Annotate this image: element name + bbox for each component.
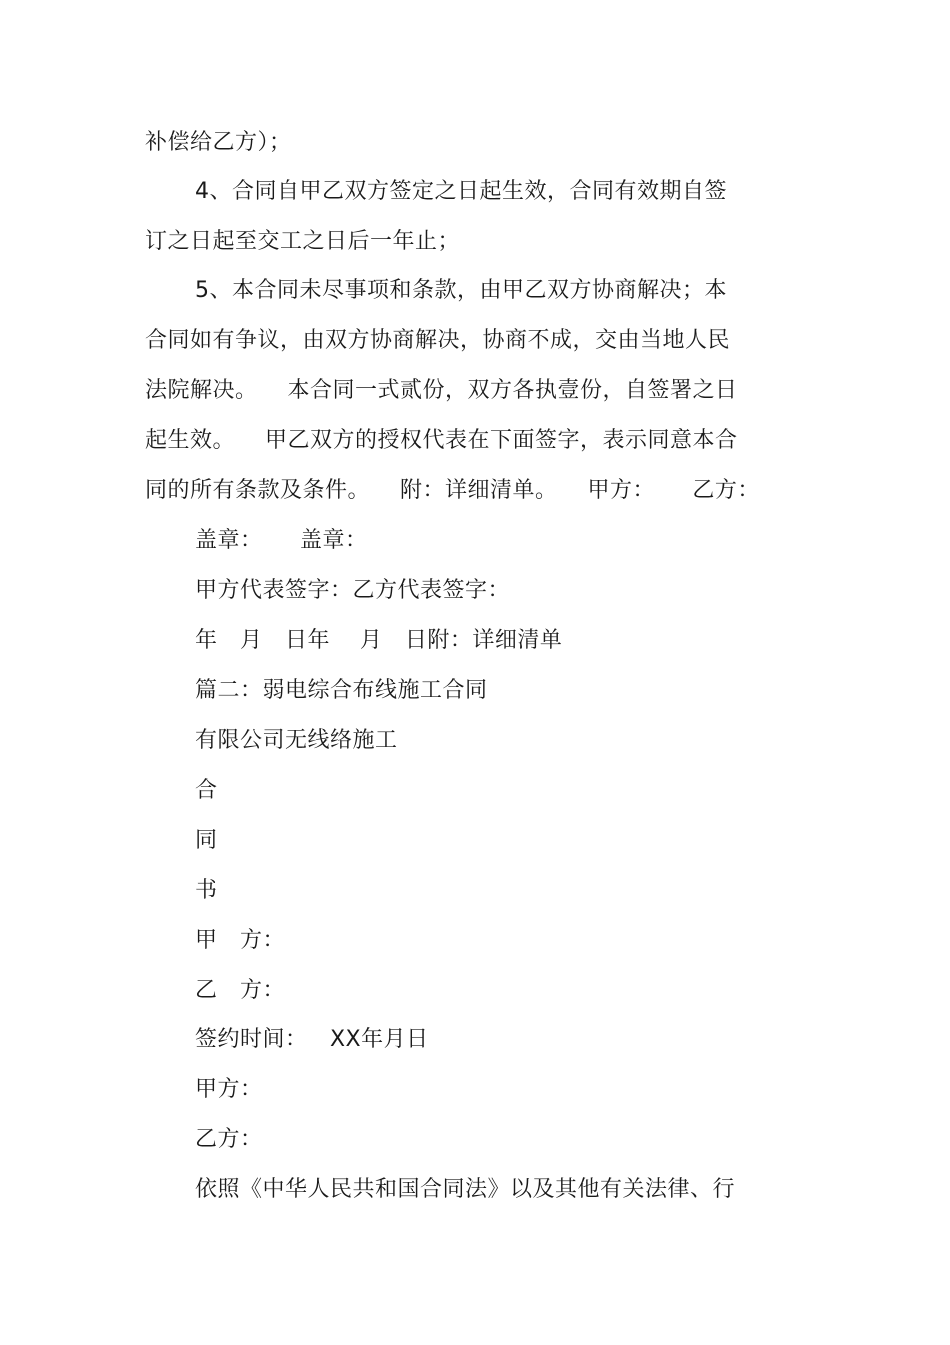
party-b-line: 乙方：	[195, 1127, 263, 1152]
party-b-label: 乙 方：	[195, 978, 285, 1003]
text-line: 依照《中华人民共和国合同法》以及其他有关法律、行	[195, 1177, 736, 1202]
text-line: 订之日起至交工之日后一年止；	[145, 229, 461, 254]
signing-date-line: 签约时间： XX年月日	[195, 1027, 429, 1052]
party-a-line: 甲方：	[195, 1077, 263, 1102]
title-char: 合	[195, 778, 218, 803]
text-line: 同的所有条款及条件。 附：详细清单。 甲方： 乙方：	[145, 478, 760, 503]
clause-5-line: 5、本合同未尽事项和条款，由甲乙双方协商解决；本	[195, 278, 727, 303]
section-heading: 篇二：弱电综合布线施工合同	[195, 678, 488, 703]
seal-line: 盖章： 盖章：	[195, 528, 368, 553]
signature-line: 甲方代表签字：乙方代表签字：	[195, 578, 511, 603]
text-line: 法院解决。 本合同一式贰份，双方各执壹份，自签署之日	[145, 378, 738, 403]
text-line: 起生效。 甲乙双方的授权代表在下面签字，表示同意本合	[145, 428, 738, 453]
title-char: 书	[195, 878, 218, 903]
text-line: 补偿给乙方）；	[145, 130, 292, 155]
company-line: 有限公司无线络施工	[195, 728, 398, 753]
text-line: 合同如有争议，由双方协商解决，协商不成，交由当地人民	[145, 328, 731, 353]
date-line: 年 月 日年 月 日附：详细清单	[195, 628, 563, 653]
party-a-label: 甲 方：	[195, 928, 285, 953]
title-char: 同	[195, 828, 218, 853]
clause-4-line: 4、合同自甲乙双方签定之日起生效，合同有效期自签	[195, 179, 727, 204]
